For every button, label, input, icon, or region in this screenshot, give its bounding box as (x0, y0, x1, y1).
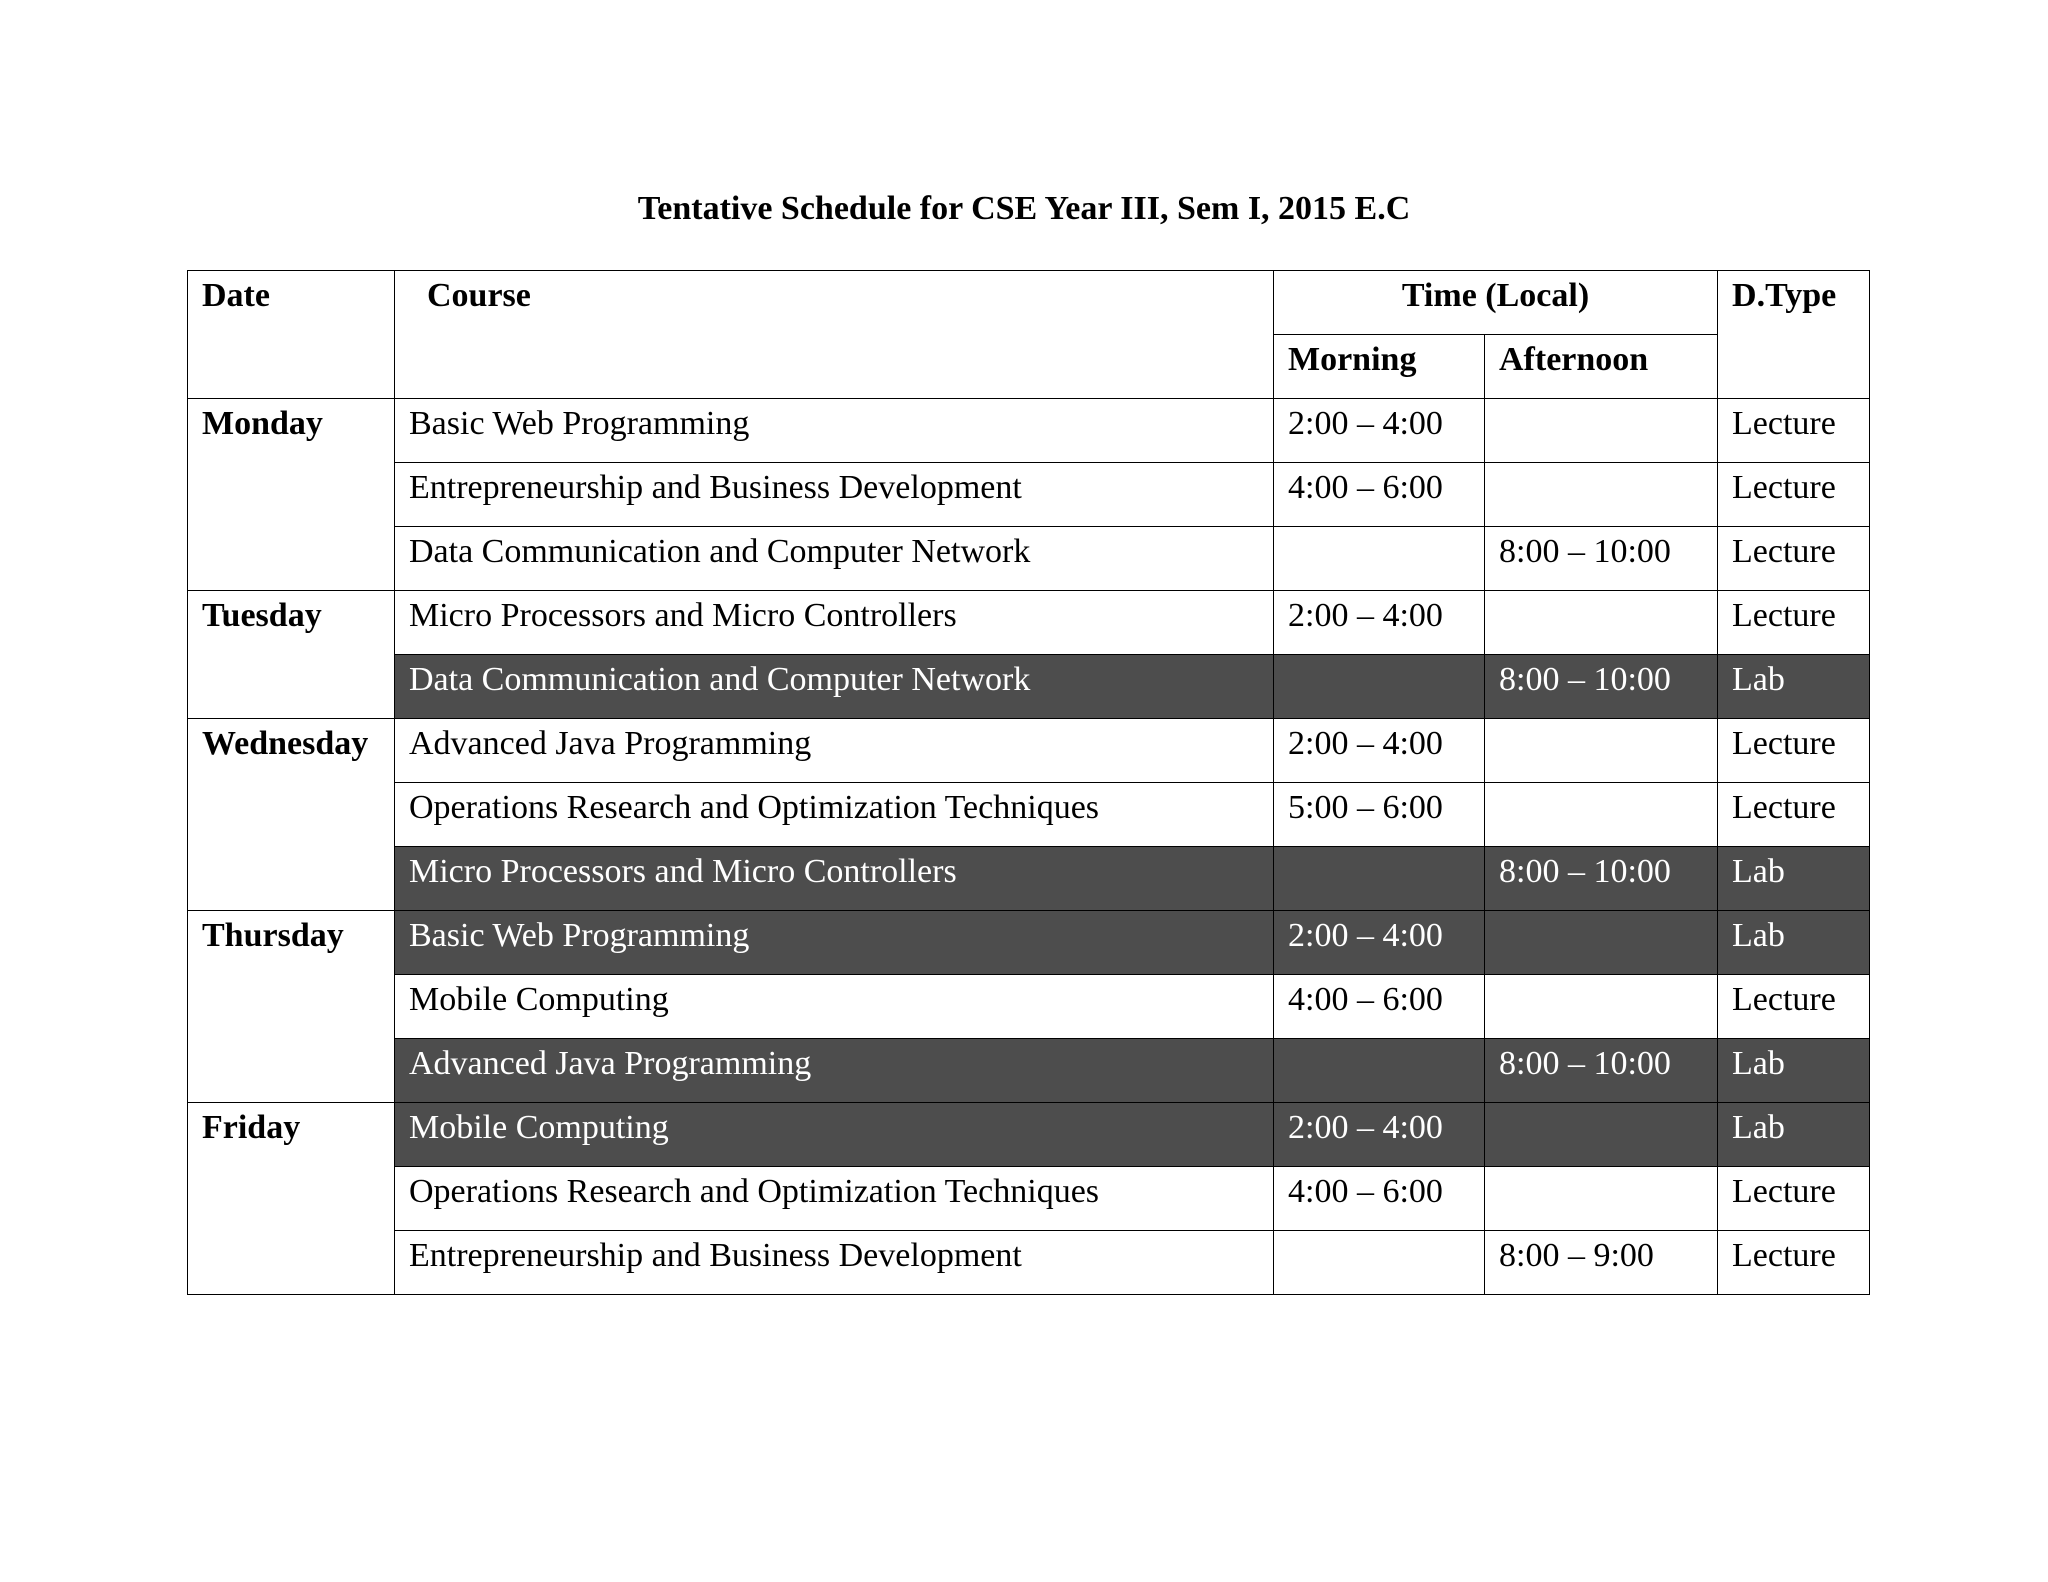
type-cell: Lecture (1718, 591, 1870, 655)
course-cell: Advanced Java Programming (395, 1039, 1274, 1103)
table-row-lab (188, 1039, 1870, 1103)
course-cell: Micro Processors and Micro Controllers (395, 591, 1274, 655)
type-cell: Lab (1718, 1103, 1870, 1167)
table-row-lab (188, 911, 1870, 975)
day-wednesday: Wednesday (188, 719, 395, 911)
course-cell: Basic Web Programming (395, 911, 1274, 975)
morning-cell: 4:00 – 6:00 (1274, 975, 1485, 1039)
header-time-local: Time (Local) (1274, 271, 1718, 335)
course-cell: Mobile Computing (395, 975, 1274, 1039)
type-cell: Lecture (1718, 399, 1870, 463)
header-row (188, 271, 1870, 335)
course-cell: Entrepreneurship and Business Development (395, 1231, 1274, 1295)
header-date: Date (188, 271, 395, 399)
course-cell: Data Communication and Computer Network (395, 527, 1274, 591)
afternoon-cell (1485, 975, 1718, 1039)
morning-cell (1274, 655, 1485, 719)
type-cell: Lecture (1718, 719, 1870, 783)
morning-cell: 2:00 – 4:00 (1274, 399, 1485, 463)
table-row-lab (188, 655, 1870, 719)
table-row (188, 975, 1870, 1039)
morning-cell: 4:00 – 6:00 (1274, 463, 1485, 527)
course-cell: Data Communication and Computer Network (395, 655, 1274, 719)
table-row (188, 591, 1870, 655)
morning-cell: 2:00 – 4:00 (1274, 719, 1485, 783)
afternoon-cell (1485, 719, 1718, 783)
morning-cell: 2:00 – 4:00 (1274, 911, 1485, 975)
morning-cell: 2:00 – 4:00 (1274, 1103, 1485, 1167)
type-cell: Lab (1718, 847, 1870, 911)
type-cell: Lecture (1718, 1167, 1870, 1231)
header-course: Course (395, 271, 1274, 399)
schedule-table (187, 270, 1870, 1295)
type-cell: Lab (1718, 911, 1870, 975)
afternoon-cell (1485, 399, 1718, 463)
header-dtype: D.Type (1718, 271, 1870, 399)
morning-cell (1274, 847, 1485, 911)
table-row (188, 527, 1870, 591)
day-tuesday: Tuesday (188, 591, 395, 719)
type-cell: Lab (1718, 655, 1870, 719)
type-cell: Lab (1718, 1039, 1870, 1103)
morning-cell (1274, 527, 1485, 591)
type-cell: Lecture (1718, 975, 1870, 1039)
afternoon-cell: 8:00 – 10:00 (1485, 655, 1718, 719)
afternoon-cell (1485, 1167, 1718, 1231)
table-row (188, 463, 1870, 527)
type-cell: Lecture (1718, 463, 1870, 527)
header-afternoon: Afternoon (1485, 335, 1718, 399)
table-row (188, 1167, 1870, 1231)
type-cell: Lecture (1718, 1231, 1870, 1295)
day-friday: Friday (188, 1103, 395, 1295)
course-cell: Mobile Computing (395, 1103, 1274, 1167)
course-cell: Operations Research and Optimization Techniques (395, 783, 1274, 847)
afternoon-cell (1485, 591, 1718, 655)
morning-cell (1274, 1039, 1485, 1103)
course-cell: Micro Processors and Micro Controllers (395, 847, 1274, 911)
day-thursday: Thursday (188, 911, 395, 1103)
table-row-lab (188, 847, 1870, 911)
afternoon-cell: 8:00 – 10:00 (1485, 527, 1718, 591)
course-cell: Entrepreneurship and Business Development (395, 463, 1274, 527)
afternoon-cell (1485, 783, 1718, 847)
table-row-lab (188, 1103, 1870, 1167)
afternoon-cell: 8:00 – 10:00 (1485, 847, 1718, 911)
day-monday: Monday (188, 399, 395, 591)
morning-cell: 5:00 – 6:00 (1274, 783, 1485, 847)
course-cell: Advanced Java Programming (395, 719, 1274, 783)
afternoon-cell (1485, 911, 1718, 975)
course-cell: Operations Research and Optimization Techniques (395, 1167, 1274, 1231)
morning-cell: 4:00 – 6:00 (1274, 1167, 1485, 1231)
afternoon-cell: 8:00 – 9:00 (1485, 1231, 1718, 1295)
course-cell: Basic Web Programming (395, 399, 1274, 463)
morning-cell: 2:00 – 4:00 (1274, 591, 1485, 655)
page-title: Tentative Schedule for CSE Year III, Sem I, 2015 E.C (637, 190, 1411, 227)
header-morning: Morning (1274, 335, 1485, 399)
table-row (188, 719, 1870, 783)
morning-cell (1274, 1231, 1485, 1295)
table-row (188, 399, 1870, 463)
afternoon-cell: 8:00 – 10:00 (1485, 1039, 1718, 1103)
afternoon-cell (1485, 463, 1718, 527)
type-cell: Lecture (1718, 527, 1870, 591)
afternoon-cell (1485, 1103, 1718, 1167)
table-row (188, 783, 1870, 847)
type-cell: Lecture (1718, 783, 1870, 847)
table-row (188, 1231, 1870, 1295)
